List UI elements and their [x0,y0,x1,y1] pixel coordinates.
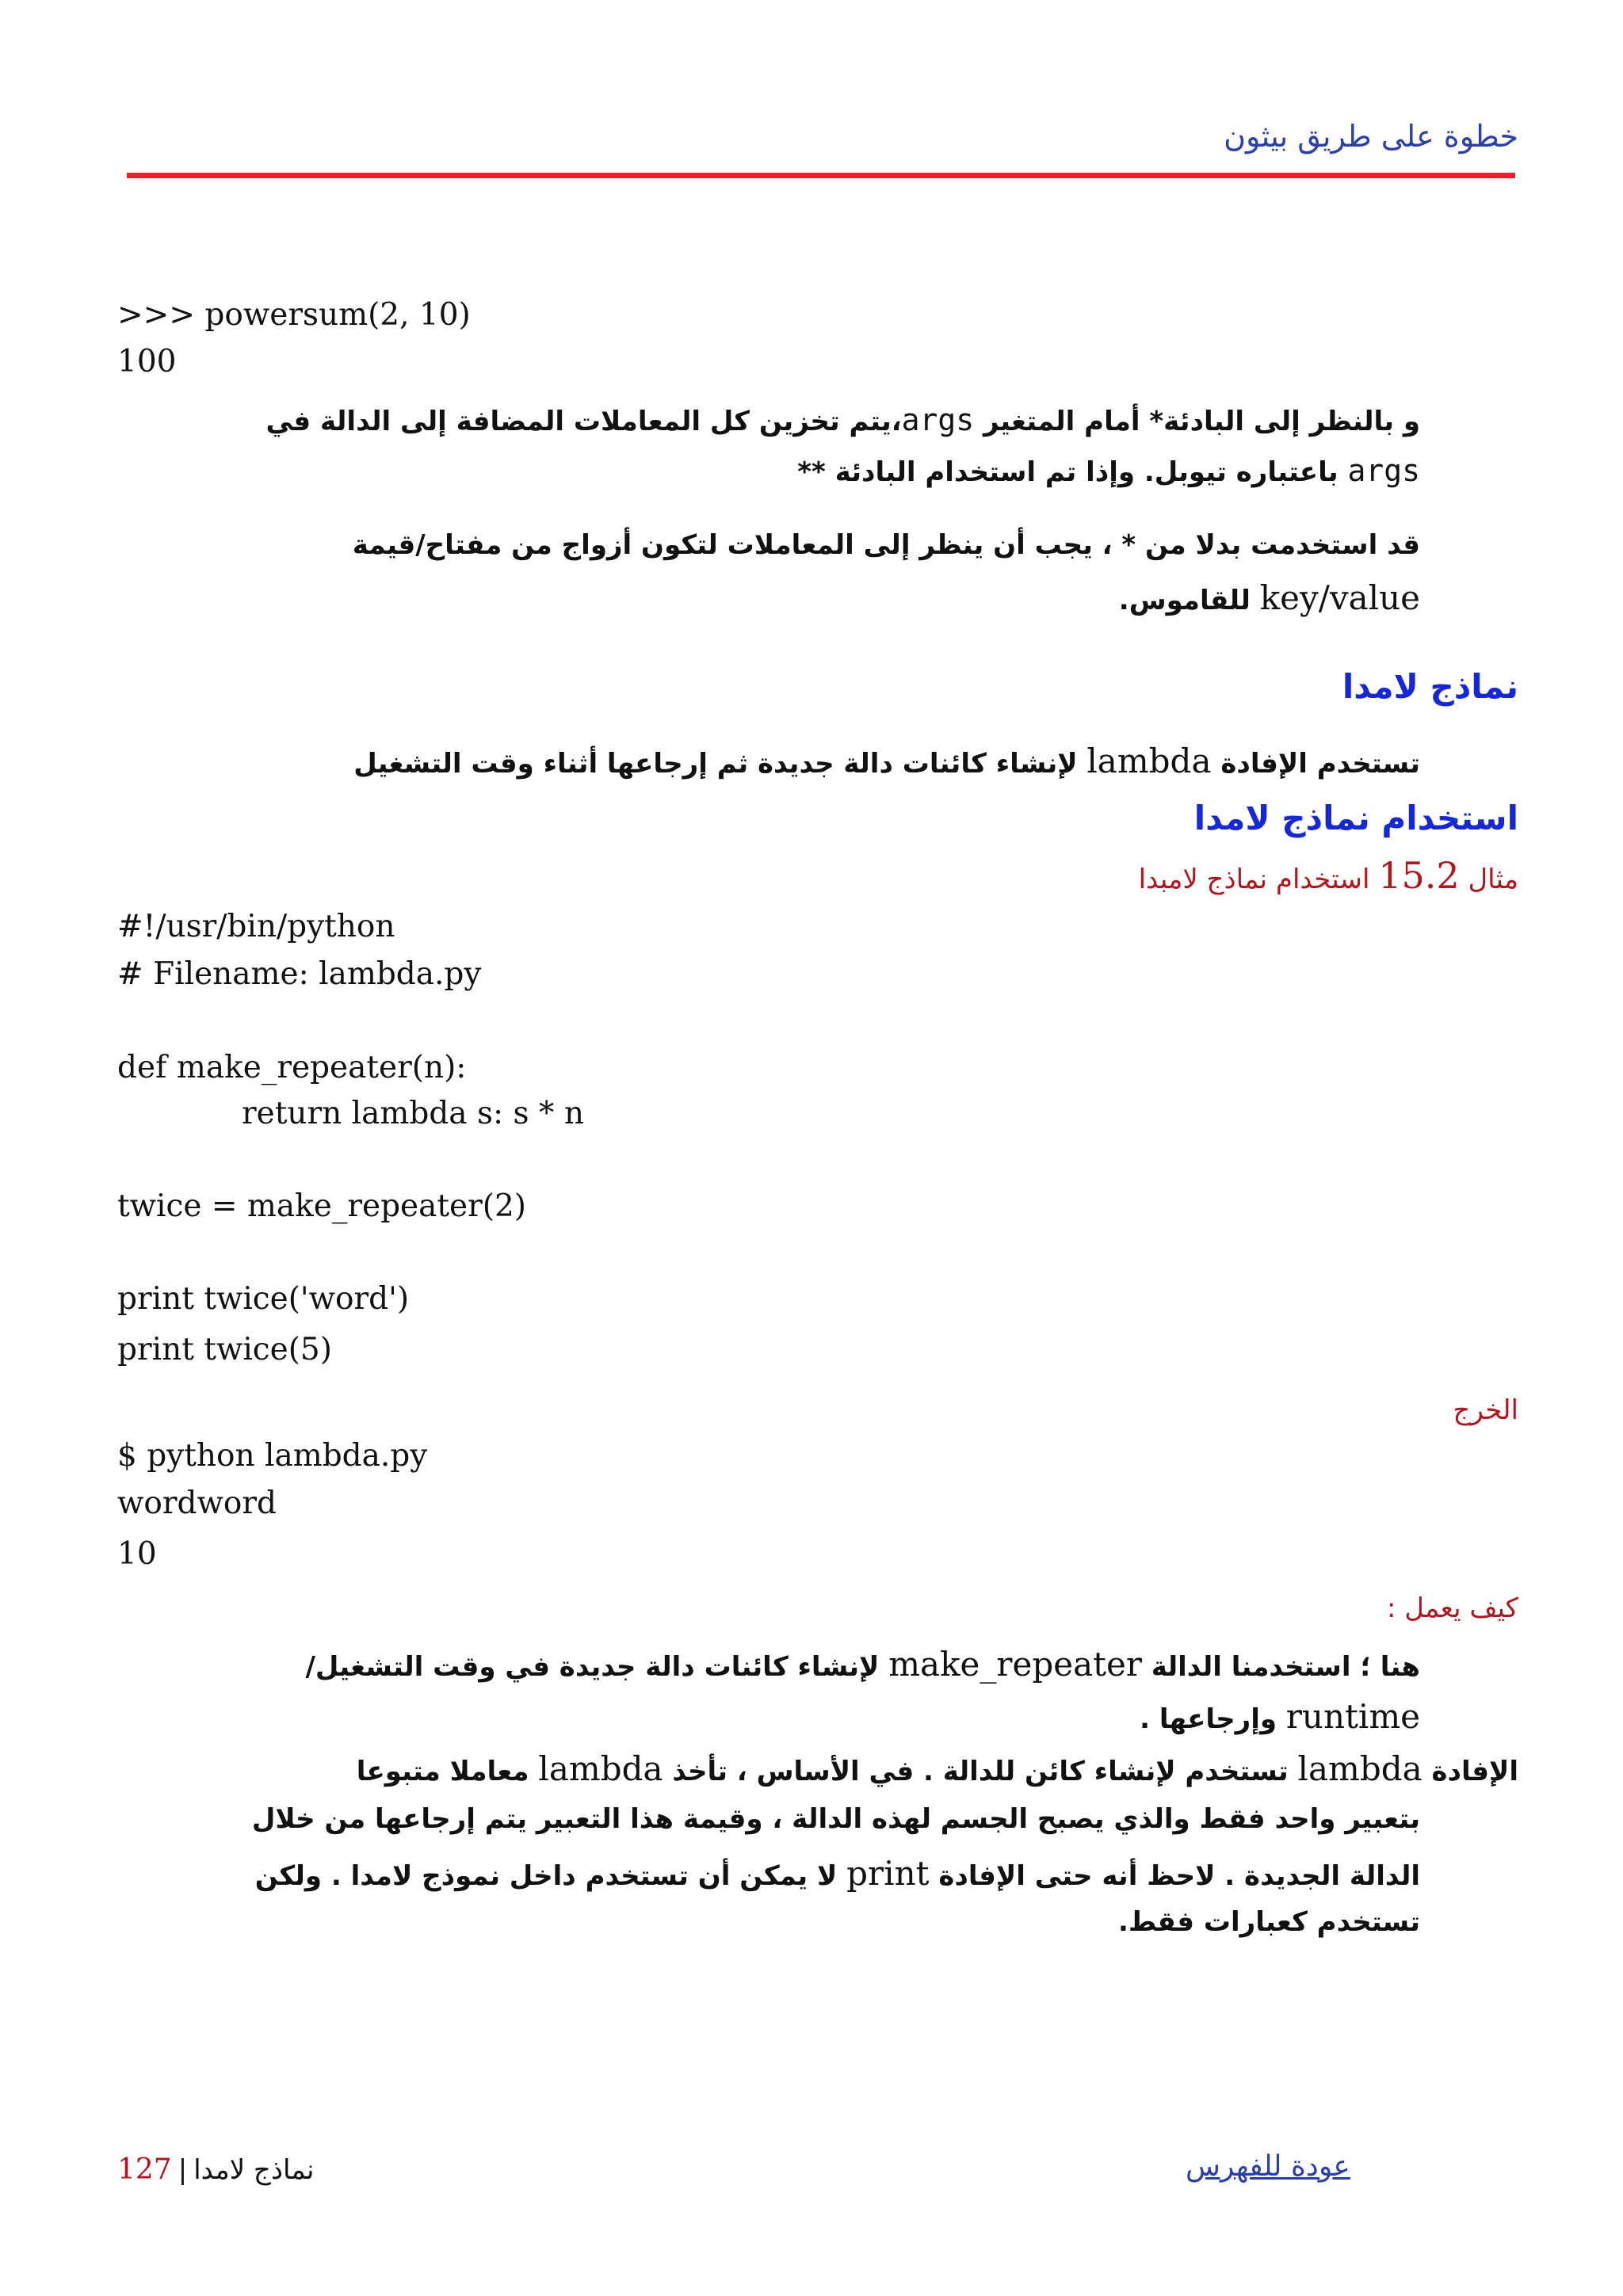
paragraph-line: و بالنظر إلى البادئة* أمام المتغير args،يتم تخزين كل المعاملات المضافة إلى الدالة في [265,402,1420,437]
how-label: كيف يعمل : [1387,1592,1518,1624]
code-line: def make_repeater(n): [117,1050,467,1085]
inline-code: key/value [1259,578,1420,617]
paragraph-line: بتعبير واحد فقط والذي يصبح الجسم لهذه الدالة ، وقيمة هذا التعبير يتم إرجاعها من خلال [251,1803,1420,1835]
output-line: 10 [117,1536,157,1572]
paragraph-line: الإفادة lambda تستخدم لإنشاء كائن للدالة . في الأساس ، تأخذ lambda معاملا متبوعا [356,1749,1518,1788]
output-label: الخرج [1453,1394,1518,1426]
footer-chapter: نماذج لامدا [193,2154,315,2186]
paragraph-line: الدالة الجديدة . لاحظ أنه حتى الإفادة print لا يمكن أن تستخدم داخل نموذج لامدا . ولكن [254,1854,1420,1893]
output-line: $ python lambda.py [117,1438,428,1474]
code-line: print twice('word') [117,1281,410,1317]
section-heading: نماذج لامدا [1342,667,1518,706]
page-number: 127 [117,2153,172,2186]
paragraph-line: args باعتباره تيوبل. وإذا تم استخدام البادئة ** [797,453,1420,488]
code-line: 100 [117,344,177,379]
inline-code: args [901,402,975,437]
example-label: مثال 15.2 استخدام نماذج لامبدا [1138,854,1518,897]
back-to-index-link[interactable]: عودة للفهرس [1186,2150,1350,2183]
footer-separator: | [178,2154,188,2186]
paragraph-line: قد استخدمت بدلا من * ، يجب أن ينظر إلى المعاملات لتكون أزواج من مفتاح/قيمة [352,529,1420,561]
inline-code: print [846,1854,930,1893]
paragraph-line: تستخدم كعبارات فقط. [1117,1906,1420,1938]
paragraph-line: هنا ؛ استخدمنا الدالة make_repeater لإنشاء كائنات دالة جديدة في وقت التشغيل/ [305,1645,1420,1684]
sub-heading: استخدام نماذج لامدا [1193,799,1518,837]
code-line: >>> powersum(2, 10) [117,297,471,333]
code-line: print twice(5) [117,1332,332,1367]
code-line: # Filename: lambda.py [117,956,482,992]
paragraph-line: runtime وإرجاعها . [1140,1697,1420,1736]
inline-code: lambda [1086,742,1212,780]
inline-code: args [1347,453,1420,488]
header-divider [127,173,1515,178]
paragraph-line: key/value للقاموس. [1118,578,1420,617]
code-line: #!/usr/bin/python [117,909,395,944]
inline-code: make_repeater [888,1645,1142,1684]
code-line: return lambda s: s * n [242,1096,584,1131]
footer-page-info [117,2153,314,2186]
inline-code: lambda [1297,1749,1423,1788]
output-line: wordword [117,1486,277,1521]
page-header-title: خطوة على طريق بيثون [1224,119,1518,154]
inline-code: runtime [1285,1697,1420,1736]
paragraph-line: تستخدم الإفادة lambda لإنشاء كائنات دالة جديدة ثم إرجاعها أثناء وقت التشغيل [353,742,1420,780]
code-line: twice = make_repeater(2) [117,1188,527,1224]
inline-code: lambda [538,1749,663,1788]
